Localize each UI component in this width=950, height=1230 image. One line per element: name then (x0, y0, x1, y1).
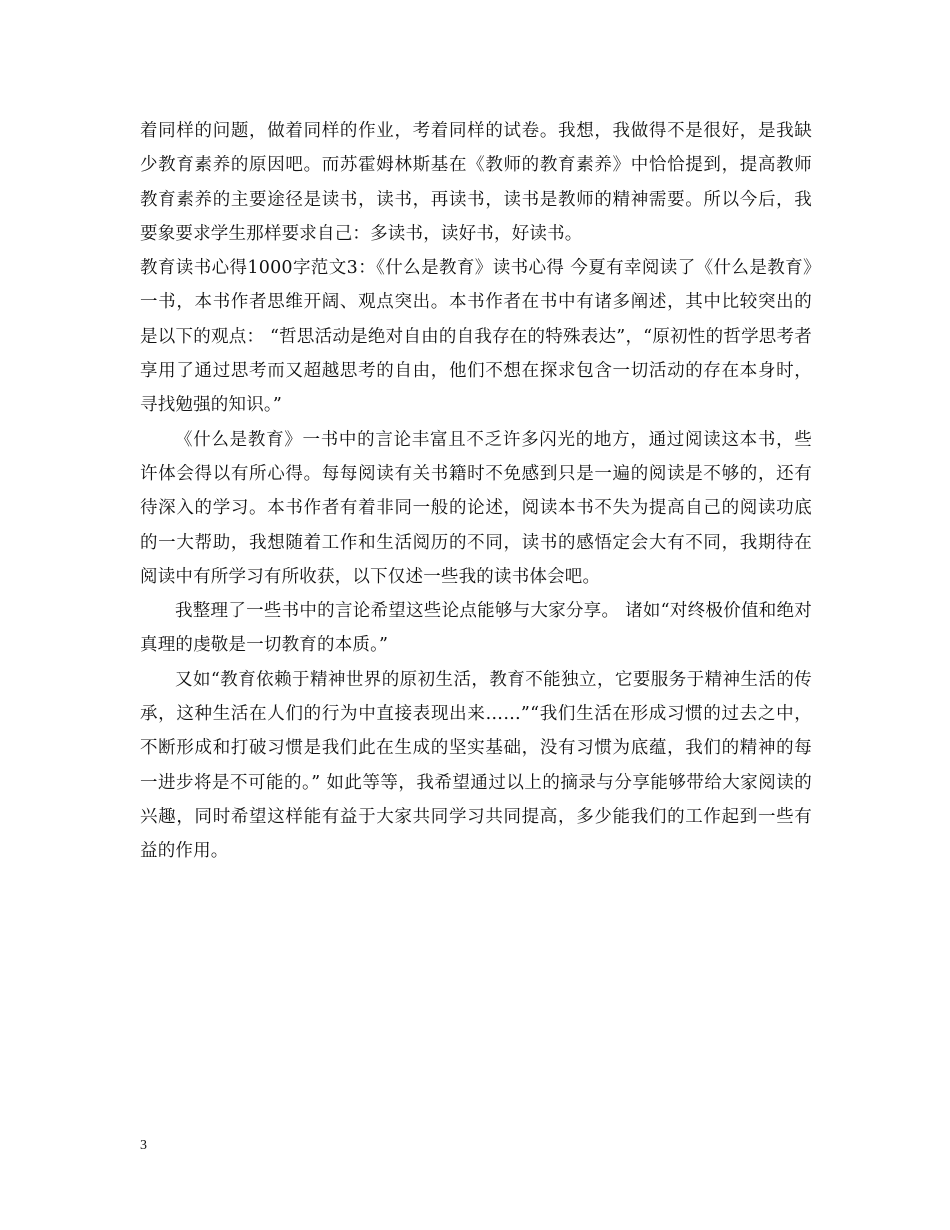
paragraph-3: 《什么是教育》一书中的言论丰富且不乏许多闪光的地方，通过阅读这本书，些许体会得以有所心得。每每阅读有关书籍时不免感到只是一遍的阅读是不够的，还有待深入的学习。本书作者有着非同一般的论述，阅读本书不失为提高自己的阅读功底的一大帮助，我想随着工作和生活阅历的不同，读书的感悟定会大有不同，我期待在阅读中有所学习有所收获，以下仅述一些我的读书体会吧。 (140, 429, 812, 587)
paragraph-5: 又如“教育依赖于精神世界的原初生活，教育不能独立，它要服务于精神生活的传承，这种生活在人们的行为中直接表现出来……”“我们生活在形成习惯的过去之中，不断形成和打破习惯是我们此在生成的坚实基础，没有习惯为底蕴，我们的精神的每一进步将是不可能的。” 如此等等，我希望通过以上的摘录与分享能够带给大家阅读的兴趣，同时希望这样能有益于大家共同学习共同提高，多少能我们的工作起到一些有益的作用。 (140, 669, 812, 862)
document-body (140, 114, 812, 869)
paragraph-4: 我整理了一些书中的言论希望这些论点能够与大家分享。 诸如“对终极价值和绝对真理的虔敬是一切教育的本质。” (140, 601, 812, 656)
page-number: 3 (140, 1138, 147, 1153)
paragraph-1: 着同样的问题，做着同样的作业，考着同样的试卷。我想，我做得不是很好，是我缺少教育素养的原因吧。而苏霍姆林斯基在《教师的教育素养》中恰恰提到，提高教师教育素养的主要途径是读书，读书，再读书，读书是教师的精神需要。所以今后，我要象要求学生那样要求自己：多读书，读好书，好读书。 (140, 121, 812, 244)
paragraph-2: 教育读书心得1000字范文3：《什么是教育》读书心得 今夏有幸阅读了《什么是教育》一书，本书作者思维开阔、观点突出。本书作者在书中有诸多阐述，其中比较突出的是以下的观点： “哲思活动是绝对自由的自我存在的特殊表达”，“原初性的哲学思考者享用了通过思考而又超越思考的自由，他们不想在探求包含一切活动的存在本身时，寻找勉强的知识。” (140, 258, 812, 416)
